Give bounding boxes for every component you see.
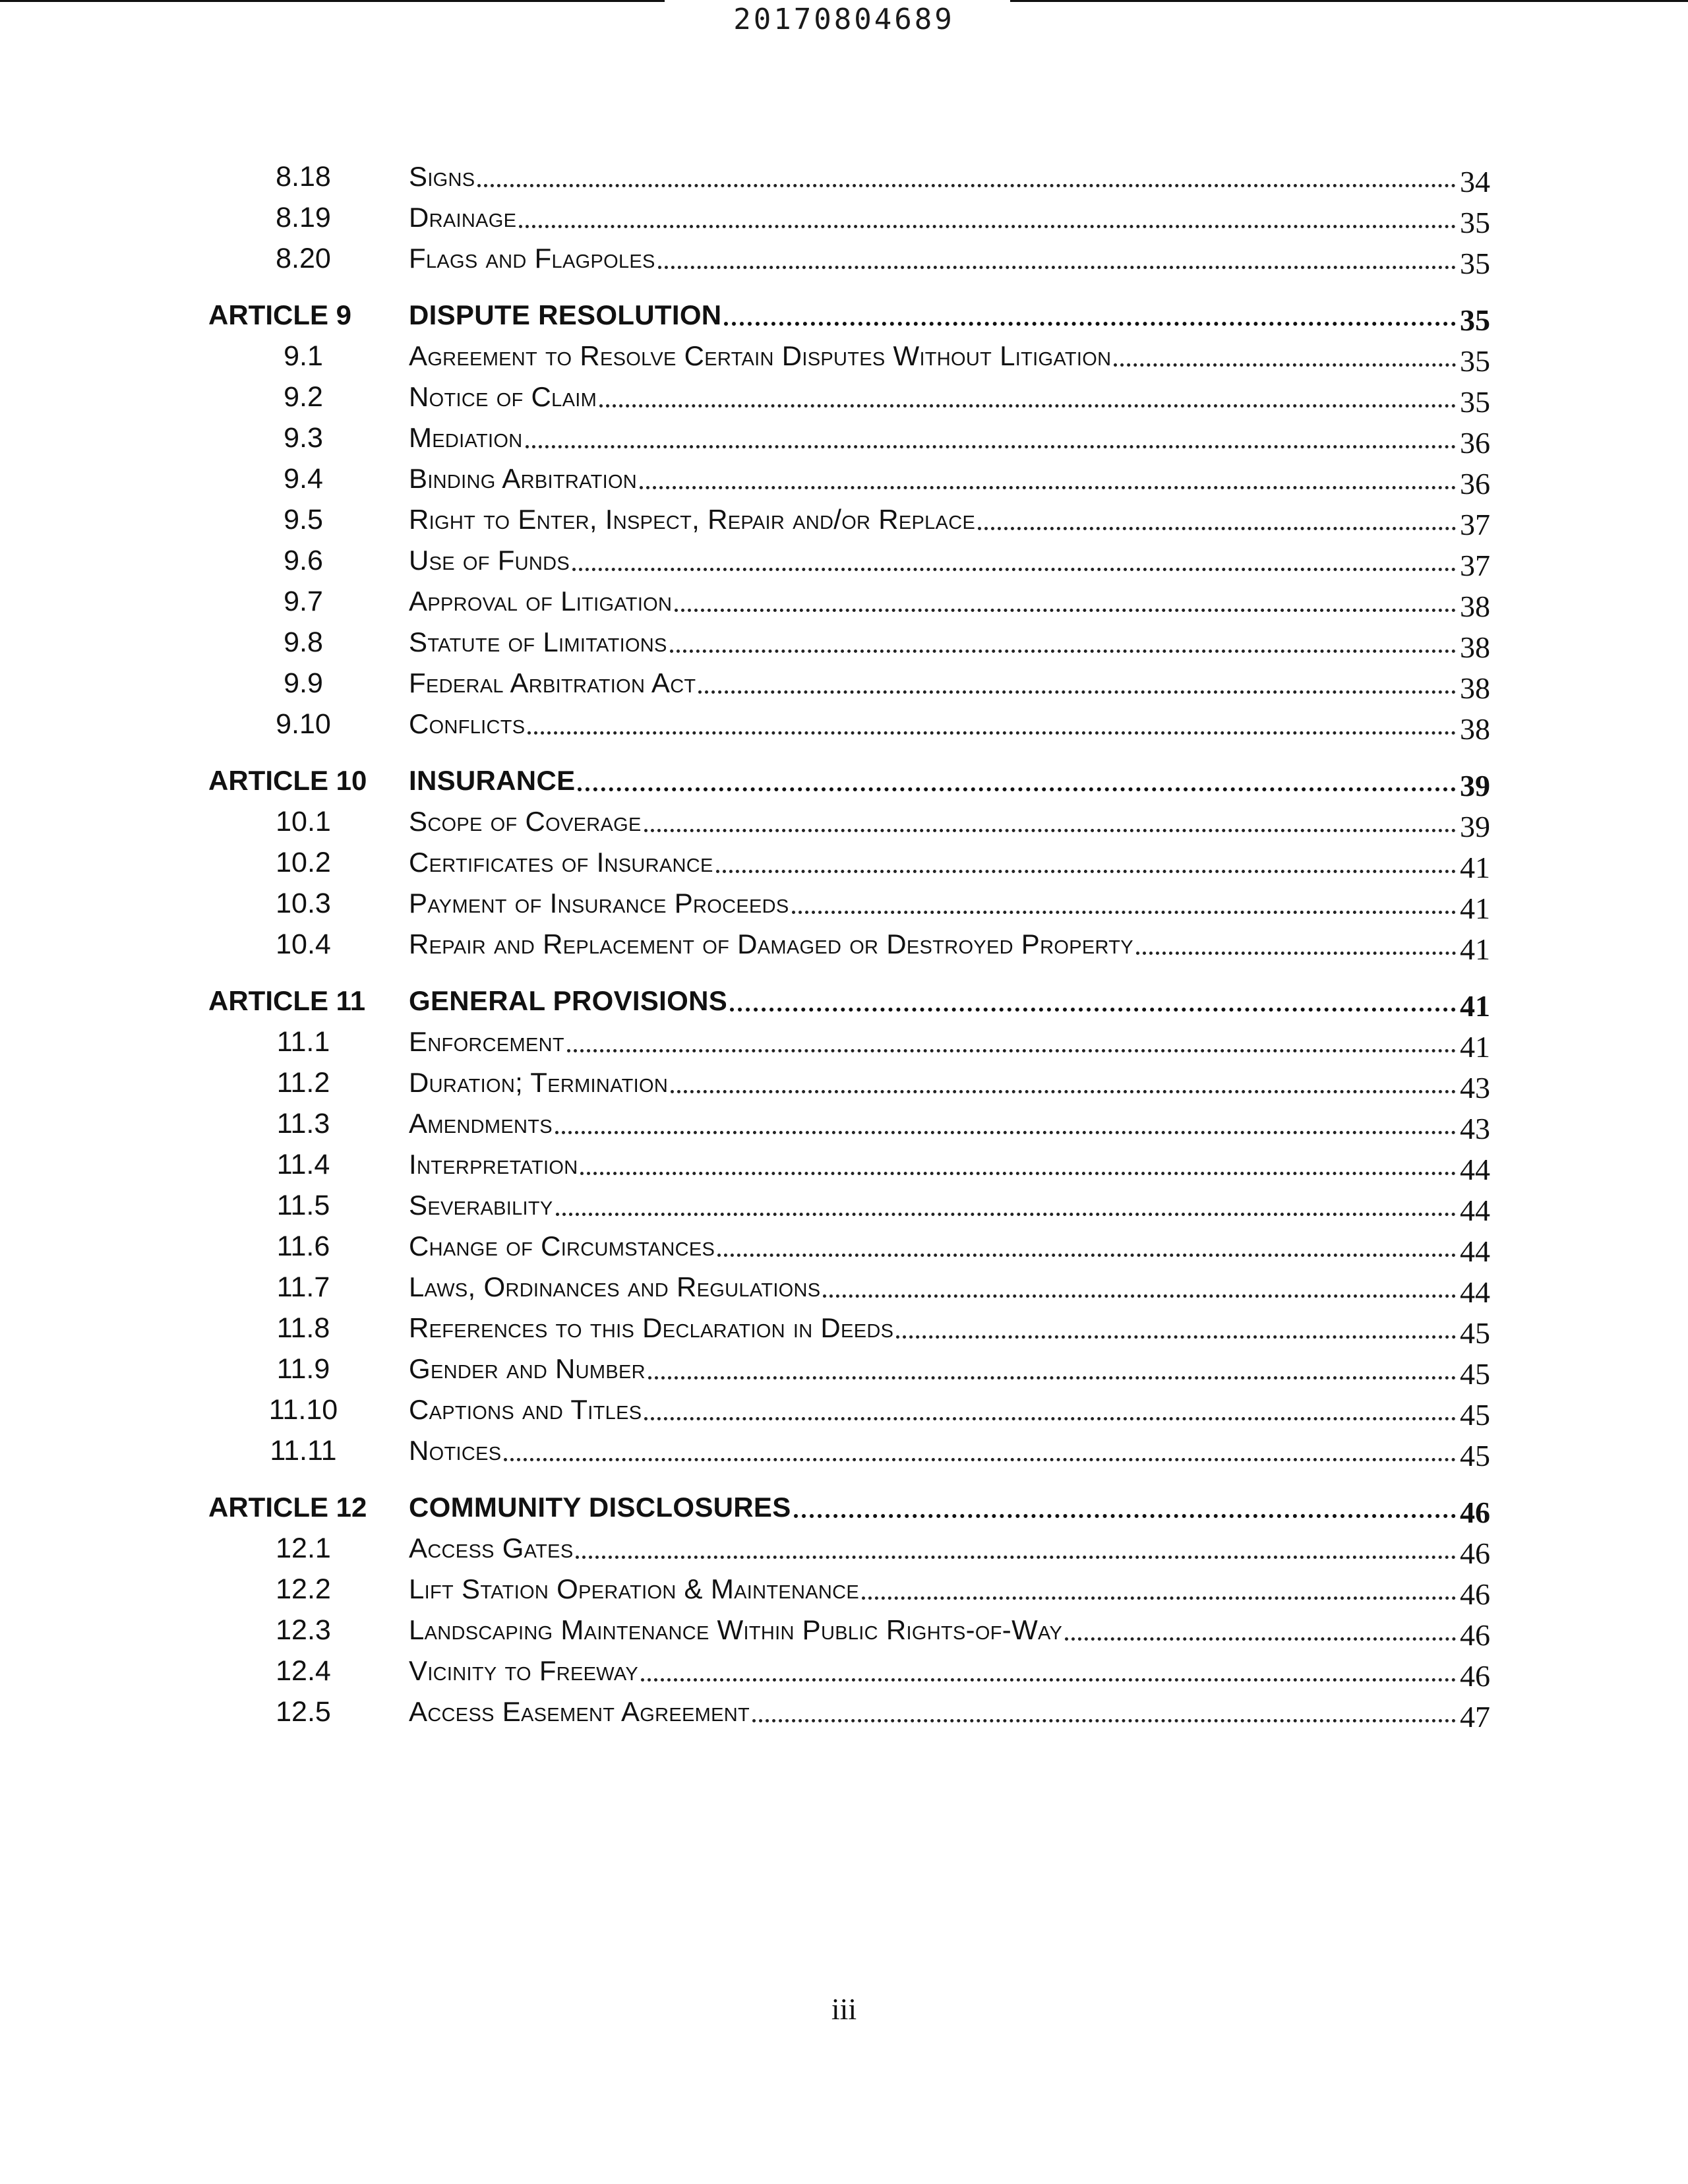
page-reference: 41: [1460, 932, 1490, 966]
section-title: Change of Circumstances: [409, 1230, 715, 1261]
section-title: Scope of Coverage: [409, 806, 642, 837]
section-number: 9.5: [284, 504, 323, 535]
section-title: Signs: [409, 161, 475, 192]
section-title: Vicinity to Freeway: [409, 1655, 639, 1686]
dot-leader: [578, 787, 1456, 791]
toc-entry: [409, 1066, 1490, 1105]
document-number: 20170804689: [733, 3, 955, 36]
toc-section-row: [198, 1647, 1490, 1693]
toc-section-row: [198, 880, 1490, 925]
section-number: 12.4: [276, 1655, 331, 1687]
article-title: GENERAL PROVISIONS: [409, 985, 728, 1016]
toc-section-row: [198, 1565, 1490, 1611]
toc-entry: [409, 380, 1490, 419]
section-title: Mediation: [409, 422, 523, 453]
dot-leader: [730, 1007, 1456, 1012]
page-reference: 39: [1460, 769, 1490, 803]
toc-section-row: [198, 798, 1490, 843]
section-title: Approval of Litigation: [409, 586, 673, 617]
section-title: Payment of Insurance Proceeds: [409, 888, 789, 919]
toc-section-row: [198, 1606, 1490, 1652]
section-title: References to this Declaration in Deeds: [409, 1312, 894, 1343]
section-number: 9.7: [284, 586, 323, 617]
article-title: DISPUTE RESOLUTION: [409, 299, 722, 330]
section-number: 11.10: [268, 1394, 338, 1426]
dot-leader: [823, 1294, 1456, 1298]
page-reference: 35: [1460, 385, 1490, 419]
toc-entry: [409, 1654, 1490, 1693]
dot-leader: [519, 224, 1456, 228]
toc-entry: [409, 298, 1490, 337]
dot-leader: [504, 1457, 1456, 1461]
page-reference: 41: [1460, 851, 1490, 884]
page-reference: 41: [1460, 989, 1490, 1023]
section-title: Statute of Limitations: [409, 626, 667, 657]
toc-section-row: [198, 1427, 1490, 1472]
toc-entry: [409, 421, 1490, 460]
dot-leader: [896, 1335, 1456, 1339]
page-reference: 43: [1460, 1071, 1490, 1105]
dot-leader: [670, 649, 1456, 653]
toc-entry: [409, 1147, 1490, 1186]
section-title: Enforcement: [409, 1026, 564, 1057]
page-reference: 35: [1460, 206, 1490, 239]
section-number: 8.18: [276, 161, 331, 193]
toc-entry: [409, 845, 1490, 884]
toc-entry: [409, 543, 1490, 582]
toc-section-row: [198, 700, 1490, 746]
dot-leader: [752, 1718, 1456, 1722]
section-title: Certificates of Insurance: [409, 847, 713, 878]
dot-leader: [724, 321, 1456, 326]
toc-entry: [409, 1490, 1490, 1529]
section-number: 10.3: [276, 888, 331, 919]
section-title: Access Gates: [409, 1532, 574, 1563]
section-number: 11.9: [276, 1353, 330, 1385]
section-number: 10.2: [276, 847, 331, 878]
toc-section-row: [198, 496, 1490, 541]
toc-entry: [409, 984, 1490, 1023]
toc-entry: [409, 1188, 1490, 1227]
dot-leader: [599, 404, 1456, 408]
page-reference: 46: [1460, 1536, 1490, 1570]
toc-entry: [409, 625, 1490, 664]
toc-entry: [409, 927, 1490, 966]
section-number: 9.8: [284, 626, 323, 658]
page-reference: 45: [1460, 1357, 1490, 1391]
toc-entry: [409, 804, 1490, 843]
section-number: 10.1: [276, 806, 331, 837]
section-title: Lift Station Operation & Maintenance: [409, 1573, 860, 1604]
toc-entry: [409, 1613, 1490, 1652]
section-number: 11.3: [276, 1108, 330, 1139]
toc-entry: [409, 200, 1490, 239]
page-reference: 46: [1460, 1577, 1490, 1611]
dot-leader: [641, 1678, 1456, 1682]
toc-entry: [409, 1531, 1490, 1570]
section-title: Right to Enter, Inspect, Repair and/or Replace: [409, 504, 976, 535]
section-number: 11.5: [276, 1190, 330, 1221]
article-title: COMMUNITY DISCLOSURES: [409, 1492, 791, 1523]
dot-leader: [792, 910, 1456, 914]
toc-entry: [409, 764, 1490, 803]
dot-leader: [572, 567, 1456, 571]
toc-section-row: [198, 1386, 1490, 1432]
toc-section-row: [198, 1141, 1490, 1186]
page-reference: 47: [1460, 1700, 1490, 1734]
page-reference: 36: [1460, 467, 1490, 501]
section-title: Access Easement Agreement: [409, 1696, 750, 1727]
section-number: 11.6: [276, 1230, 330, 1262]
toc-entry: [409, 1695, 1490, 1734]
dot-leader: [477, 183, 1456, 187]
page-reference: 39: [1460, 810, 1490, 843]
dot-leader: [1065, 1637, 1456, 1641]
page-reference: 43: [1460, 1112, 1490, 1145]
page-reference: 35: [1460, 344, 1490, 378]
toc-section-row: [198, 235, 1490, 280]
top-rule-right: [1010, 0, 1688, 2]
section-number: 11.1: [276, 1026, 330, 1058]
section-number: 11.7: [276, 1271, 330, 1303]
section-number: 11.2: [276, 1067, 330, 1099]
toc-entry: [409, 160, 1490, 198]
toc-entry: [409, 502, 1490, 541]
toc-entry: [409, 339, 1490, 378]
section-number: 12.1: [276, 1532, 331, 1564]
section-number: 9.9: [284, 667, 323, 699]
dot-leader: [556, 1212, 1456, 1216]
page-reference: 37: [1460, 508, 1490, 541]
section-title: Laws, Ordinances and Regulations: [409, 1271, 821, 1302]
toc-section-row: [198, 659, 1490, 705]
toc-section-row: [198, 1223, 1490, 1268]
dot-leader: [528, 731, 1456, 735]
section-title: Drainage: [409, 202, 517, 233]
dot-leader: [716, 869, 1456, 873]
section-title: Amendments: [409, 1108, 553, 1139]
page-reference: 44: [1460, 1194, 1490, 1227]
toc-section-row: [198, 332, 1490, 378]
section-number: 9.2: [284, 381, 323, 413]
page-reference: 46: [1460, 1496, 1490, 1529]
toc-entry: [409, 1025, 1490, 1064]
toc-entry: [409, 462, 1490, 501]
page-reference: 36: [1460, 426, 1490, 460]
page-reference: 44: [1460, 1275, 1490, 1309]
toc-entry: [409, 886, 1490, 925]
dot-leader: [978, 526, 1456, 530]
dot-leader: [1136, 951, 1456, 955]
toc-article-row: [198, 276, 1490, 337]
toc-section-row: [198, 194, 1490, 239]
page-reference: 46: [1460, 1618, 1490, 1652]
top-rule-left: [0, 0, 665, 2]
dot-leader: [576, 1555, 1456, 1559]
section-title: Flags and Flagpoles: [409, 243, 655, 274]
section-title: Severability: [409, 1190, 553, 1221]
page-reference: 35: [1460, 303, 1490, 337]
toc-entry: [409, 666, 1490, 705]
section-title: Interpretation: [409, 1149, 578, 1180]
toc-entry: [409, 1393, 1490, 1432]
page-reference: 41: [1460, 892, 1490, 925]
section-number: 11.11: [270, 1435, 337, 1467]
section-title: Notices: [409, 1435, 502, 1466]
toc-section-row: [198, 1525, 1490, 1570]
table-of-contents: [198, 153, 1490, 1734]
toc-entry: [409, 1107, 1490, 1145]
toc-section-row: [198, 414, 1490, 460]
toc-section-row: [198, 537, 1490, 582]
page-reference: 38: [1460, 712, 1490, 746]
toc-section-row: [198, 1345, 1490, 1391]
dot-leader: [698, 690, 1456, 694]
toc-section-row: [198, 153, 1490, 198]
page-reference: 41: [1460, 1030, 1490, 1064]
toc-entry: [409, 1572, 1490, 1611]
section-title: Conflicts: [409, 708, 526, 739]
section-title: Use of Funds: [409, 545, 570, 576]
toc-section-row: [198, 1263, 1490, 1309]
section-number: 11.4: [276, 1149, 330, 1180]
toc-entry: [409, 1229, 1490, 1268]
article-number: ARTICLE 12: [208, 1492, 367, 1523]
page-reference: 45: [1460, 1398, 1490, 1432]
section-title: Gender and Number: [409, 1353, 646, 1384]
section-number: 10.4: [276, 928, 331, 960]
section-title: Duration; Termination: [409, 1067, 669, 1098]
toc-section-row: [198, 578, 1490, 623]
section-number: 9.3: [284, 422, 323, 454]
dot-leader: [644, 1416, 1456, 1420]
dot-leader: [794, 1513, 1456, 1518]
page-reference: 38: [1460, 630, 1490, 664]
dot-leader: [644, 828, 1456, 832]
toc-section-row: [198, 1100, 1490, 1145]
toc-entry: [409, 241, 1490, 280]
toc-article-row: [198, 961, 1490, 1023]
section-number: 12.2: [276, 1573, 331, 1605]
section-number: 11.8: [276, 1312, 330, 1344]
page-reference: 38: [1460, 590, 1490, 623]
toc-entry: [409, 1270, 1490, 1309]
dot-leader: [1114, 363, 1456, 367]
page-reference: 45: [1460, 1316, 1490, 1350]
section-title: Repair and Replacement of Damaged or Destroyed Property: [409, 928, 1133, 959]
dot-leader: [658, 265, 1456, 269]
page-reference: 35: [1460, 247, 1490, 280]
dot-leader: [671, 1089, 1456, 1093]
dot-leader: [526, 444, 1457, 448]
page-reference: 45: [1460, 1439, 1490, 1472]
dot-leader: [862, 1596, 1456, 1600]
dot-leader: [675, 608, 1456, 612]
page-reference: 46: [1460, 1659, 1490, 1693]
dot-leader: [555, 1130, 1456, 1134]
section-number: 9.1: [284, 340, 323, 372]
section-number: 8.19: [276, 202, 331, 233]
section-number: 9.10: [276, 708, 331, 740]
section-number: 9.4: [284, 463, 323, 495]
section-title: Captions and Titles: [409, 1394, 642, 1425]
dot-leader: [648, 1376, 1456, 1380]
section-title: Landscaping Maintenance Within Public Rights-of-Way: [409, 1614, 1063, 1645]
page-number: iii: [831, 1992, 857, 2026]
section-number: 9.6: [284, 545, 323, 576]
toc-section-row: [198, 619, 1490, 664]
page-reference: 38: [1460, 671, 1490, 705]
page-reference: 44: [1460, 1234, 1490, 1268]
section-title: Binding Arbitration: [409, 463, 638, 494]
toc-section-row: [198, 1059, 1490, 1105]
section-title: Notice of Claim: [409, 381, 597, 412]
page-reference: 34: [1460, 165, 1490, 198]
toc-entry: [409, 1352, 1490, 1391]
toc-section-row: [198, 1018, 1490, 1064]
toc-article-row: [198, 741, 1490, 803]
toc-section-row: [198, 1304, 1490, 1350]
toc-section-row: [198, 1688, 1490, 1734]
toc-entry: [409, 707, 1490, 746]
dot-leader: [717, 1253, 1456, 1257]
toc-entry: [409, 584, 1490, 623]
toc-section-row: [198, 455, 1490, 501]
article-number: ARTICLE 11: [208, 985, 366, 1016]
toc-section-row: [198, 921, 1490, 966]
toc-section-row: [198, 839, 1490, 884]
dot-leader: [640, 485, 1456, 489]
section-number: 12.5: [276, 1696, 331, 1728]
toc-section-row: [198, 373, 1490, 419]
section-number: 8.20: [276, 243, 331, 274]
article-number: ARTICLE 9: [208, 299, 352, 330]
section-title: Federal Arbitration Act: [409, 667, 696, 698]
section-number: 12.3: [276, 1614, 331, 1646]
section-title: Agreement to Resolve Certain Disputes Without Litigation: [409, 340, 1112, 371]
dot-leader: [567, 1048, 1456, 1052]
article-title: INSURANCE: [409, 765, 576, 796]
dot-leader: [580, 1171, 1456, 1175]
toc-section-row: [198, 1182, 1490, 1227]
toc-entry: [409, 1311, 1490, 1350]
page-reference: 44: [1460, 1153, 1490, 1186]
toc-article-row: [198, 1468, 1490, 1529]
page-reference: 37: [1460, 549, 1490, 582]
toc-entry: [409, 1434, 1490, 1472]
article-number: ARTICLE 10: [208, 765, 367, 796]
